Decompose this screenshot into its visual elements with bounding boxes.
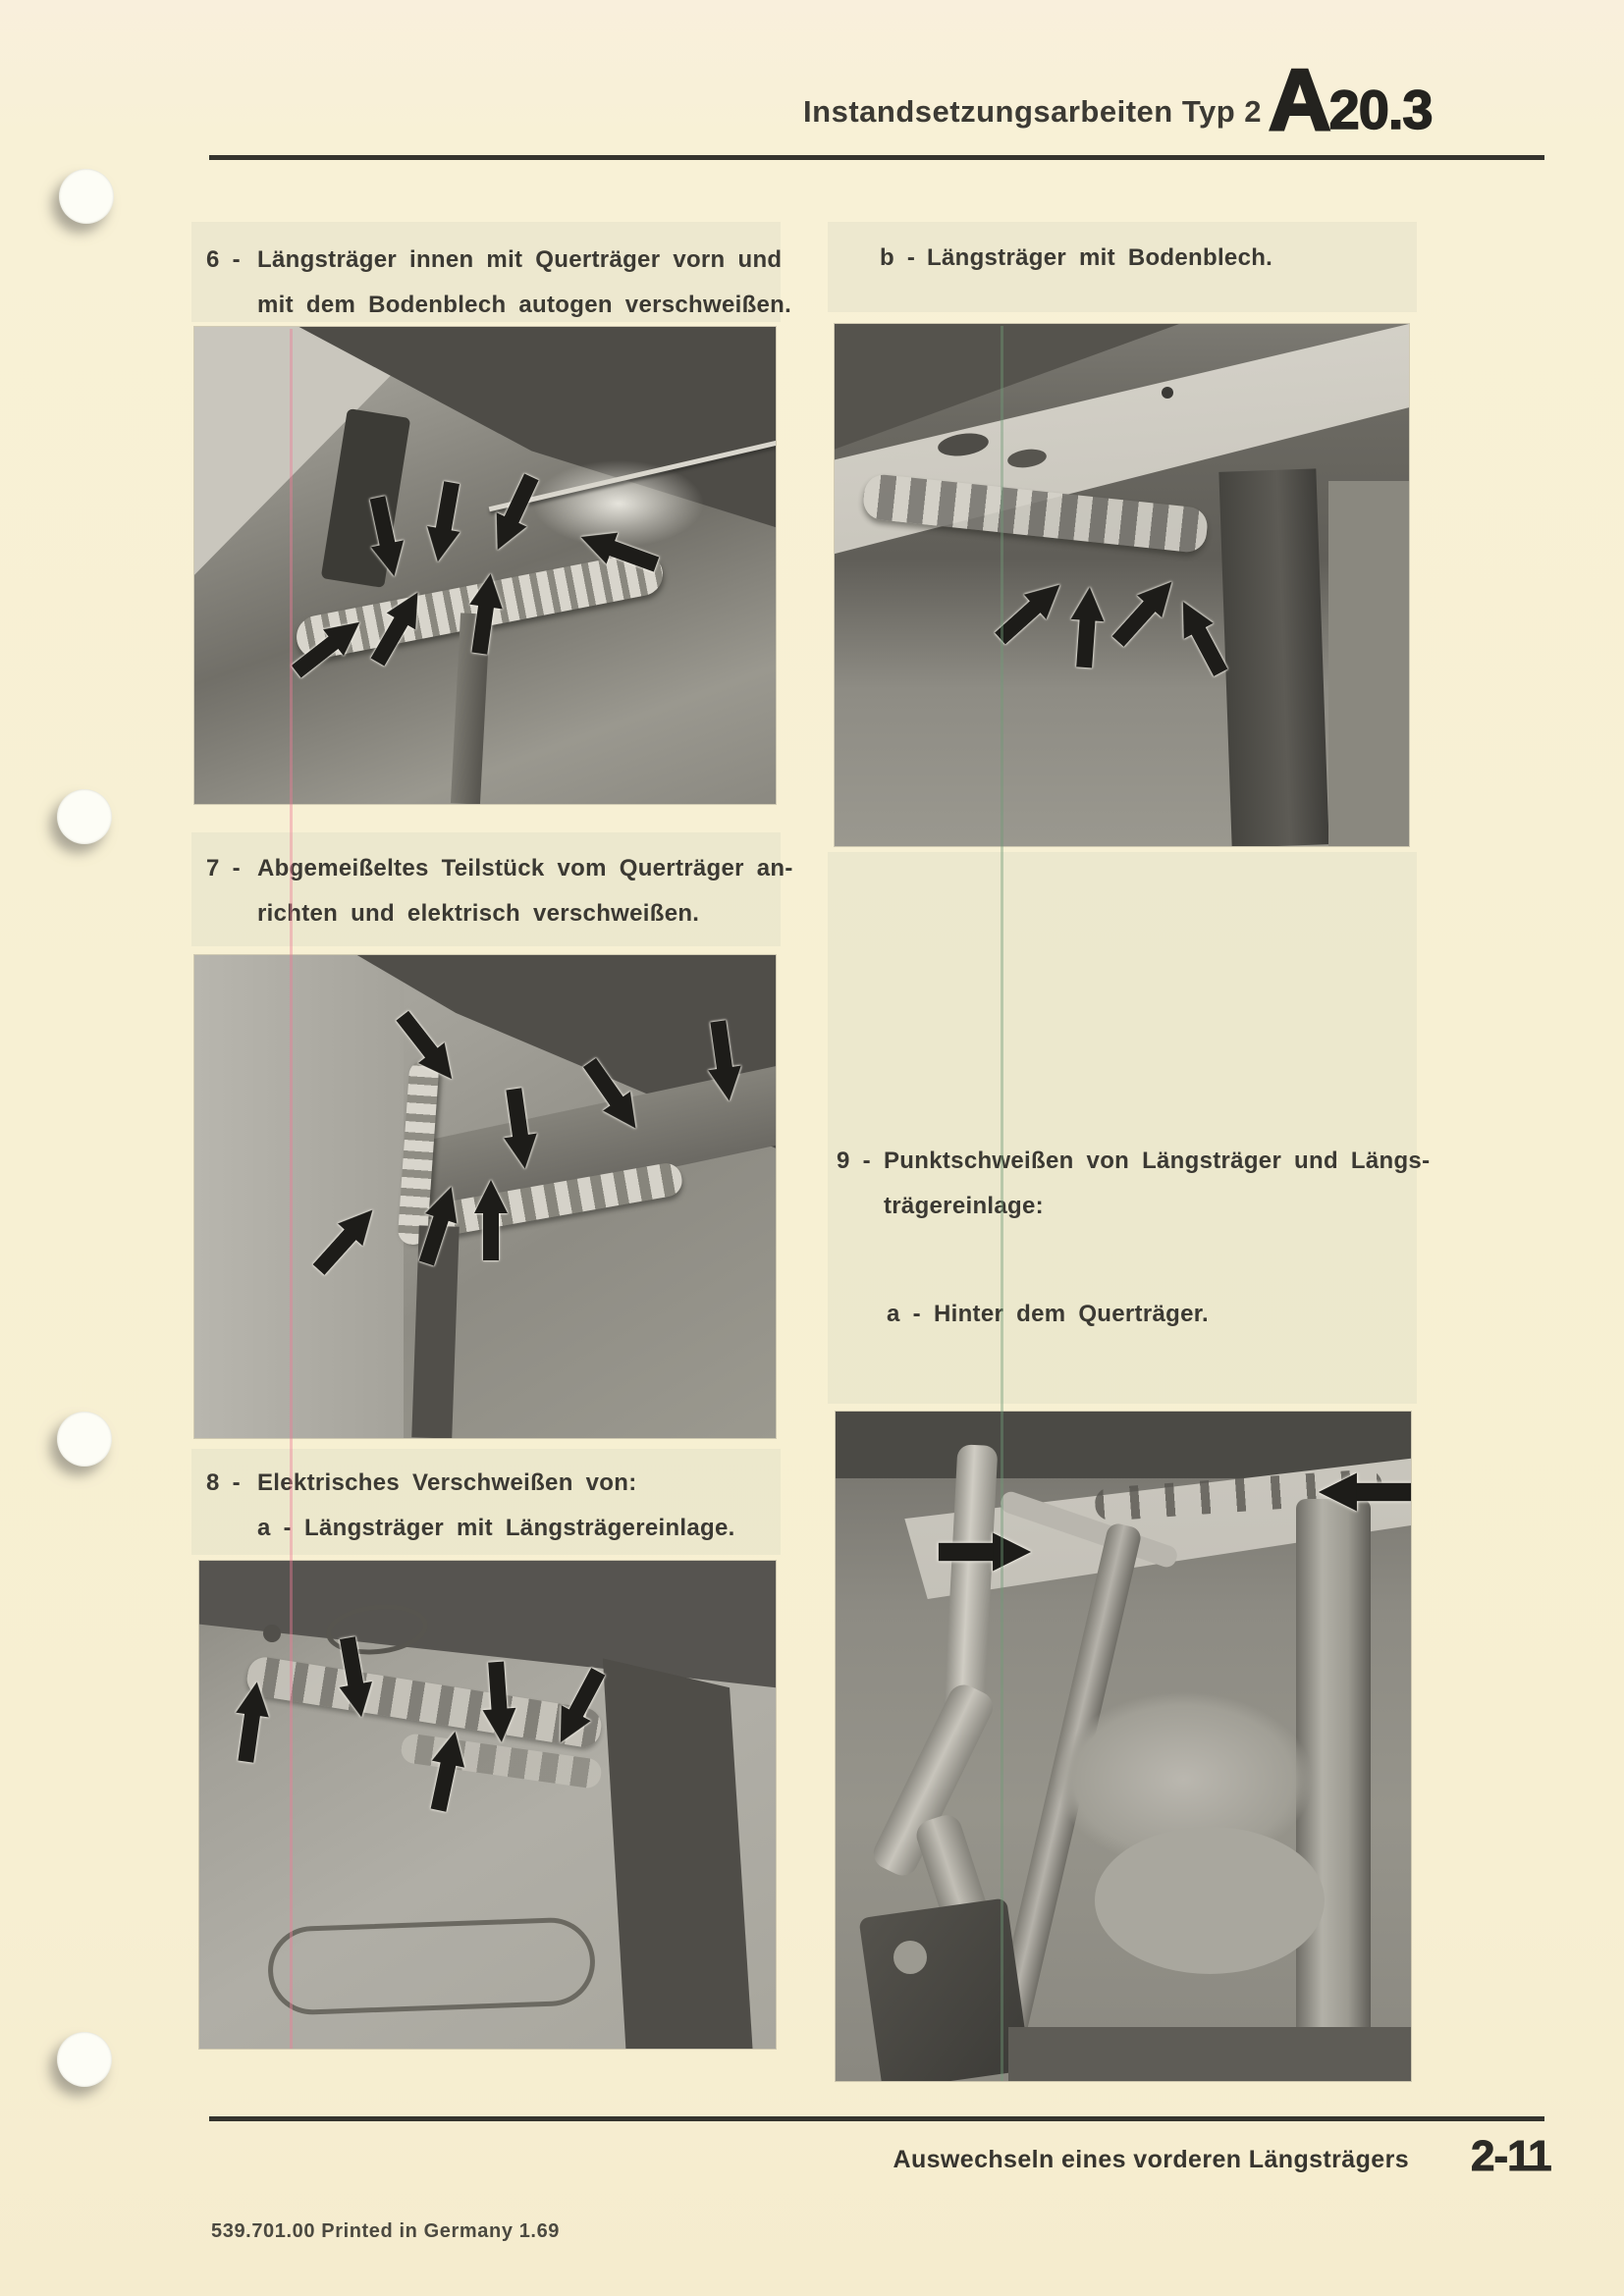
arrow-icon	[479, 1659, 518, 1745]
arrow-head	[708, 1066, 745, 1103]
page-title: Instandsetzungsarbeiten Typ 2	[803, 94, 1262, 129]
photo-step7-weld	[194, 955, 776, 1438]
arrow-head	[504, 1134, 541, 1171]
arrow-icon	[937, 1532, 1034, 1571]
arrow-head	[483, 1708, 518, 1743]
step-6-line1	[206, 238, 791, 283]
arrow-head	[236, 1680, 273, 1717]
arrow-shaft	[939, 1543, 996, 1561]
step-7-text1: Abgemeißeltes Teilstück vom Querträger an-	[257, 855, 793, 881]
section-code-letter: A	[1269, 51, 1329, 148]
arrow-icon	[1317, 1472, 1411, 1511]
arrow-shaft	[431, 1761, 457, 1812]
photo-stepb-weld	[835, 324, 1409, 846]
arrow-shaft	[608, 540, 659, 571]
step-7	[206, 846, 793, 936]
step-9-text2: trägereinlage:	[884, 1193, 1044, 1219]
arrow-shaft	[419, 1214, 450, 1265]
photo-step6-weld	[194, 327, 776, 804]
step-6-line2	[206, 283, 791, 328]
step-9a-text: Hinter dem Querträger.	[934, 1301, 1210, 1327]
photo-shape	[1008, 2027, 1411, 2081]
arrow-head	[339, 1682, 377, 1720]
arrow-shaft	[710, 1020, 732, 1071]
photo-shape	[194, 955, 404, 1438]
punch-hole	[57, 789, 112, 844]
photo-step9a-underbody	[836, 1412, 1411, 2081]
step-7-text2: richten und elektrisch verschweißen.	[257, 900, 700, 927]
arrow-icon	[1067, 584, 1107, 670]
photo-shape	[1095, 1827, 1325, 1974]
step-9-number: 9 -	[837, 1148, 871, 1174]
arrow-head	[993, 1532, 1031, 1571]
step-7-line2	[206, 891, 793, 936]
step-b-text: Längsträger mit Bodenblech.	[927, 244, 1273, 271]
arrow-head	[469, 571, 507, 609]
arrow-head	[474, 1180, 508, 1213]
arrow-shaft	[1355, 1483, 1411, 1501]
step-9-text1: Punktschweißen von Längsträger und Längs-	[884, 1148, 1431, 1174]
photo-shape	[263, 1625, 281, 1642]
step-6	[206, 238, 791, 328]
step-9-line1	[837, 1139, 1430, 1184]
step-9	[837, 1139, 1430, 1229]
step-6-text2: mit dem Bodenblech autogen verschweißen.	[257, 292, 792, 318]
step-6-text1: Längsträger innen mit Querträger vorn und	[257, 246, 783, 273]
step-7-number: 7 -	[206, 855, 241, 881]
photo-shape	[836, 1412, 1411, 1478]
scan-line-pink	[290, 329, 293, 2049]
section-code-number: 20.3	[1328, 79, 1433, 140]
step-b-letter: b -	[880, 244, 916, 271]
punch-hole	[59, 169, 114, 224]
photo-shape	[1218, 468, 1329, 846]
arrow-shaft	[436, 481, 460, 532]
arrow-icon	[474, 1178, 508, 1262]
step-7-line1	[206, 846, 793, 891]
step-8-text2: Längsträger mit Längsträgereinlage.	[304, 1515, 735, 1541]
punch-hole	[57, 1412, 112, 1467]
step-9a-letter: a -	[887, 1301, 921, 1327]
step-8-number: 8 -	[206, 1469, 241, 1496]
step-b-line1	[880, 236, 1272, 281]
arrow-head	[421, 526, 460, 564]
photo-shape	[1328, 481, 1409, 846]
arrow-shaft	[1076, 617, 1095, 667]
scan-line-green	[1001, 326, 1003, 2081]
step-6-number: 6 -	[206, 246, 241, 273]
footer-imprint: 539.701.00 Printed in Germany 1.69	[211, 2220, 561, 2242]
step-8-line2	[206, 1506, 735, 1551]
step-8	[206, 1461, 735, 1551]
photo-shape	[859, 1897, 1032, 2081]
header-rule	[209, 155, 1544, 160]
arrow-shaft	[506, 1088, 528, 1139]
footer-rule	[209, 2116, 1544, 2121]
step-8-line1	[206, 1461, 735, 1506]
arrow-shaft	[488, 1662, 507, 1712]
arrow-shaft	[471, 604, 494, 655]
arrow-shaft	[238, 1712, 260, 1763]
step-8-sub-letter: a -	[257, 1515, 292, 1541]
arrow-shaft	[483, 1211, 499, 1260]
step-b	[880, 236, 1272, 281]
step-9-line2	[837, 1184, 1430, 1229]
arrow-head	[1071, 586, 1107, 621]
arrow-head	[371, 540, 410, 579]
footer-page-number: 2-11	[1471, 2132, 1551, 2180]
step-9a	[887, 1292, 1209, 1337]
footer-chapter-title: Auswechseln eines vorderen Längsträgers	[893, 2146, 1409, 2173]
photo-step8-spot-welds	[199, 1561, 776, 2049]
step-8-text1: Elektrisches Verschweißen von:	[257, 1469, 637, 1496]
arrow-shaft	[370, 496, 396, 547]
arrow-shaft	[340, 1636, 363, 1687]
arrow-head	[1319, 1472, 1357, 1511]
punch-hole	[57, 2032, 112, 2087]
photo-shape	[267, 1916, 597, 2015]
photo-shape	[893, 1941, 927, 1974]
arrow-head	[432, 1728, 471, 1767]
step-9a-line1	[887, 1292, 1209, 1337]
section-code	[1269, 51, 1563, 148]
